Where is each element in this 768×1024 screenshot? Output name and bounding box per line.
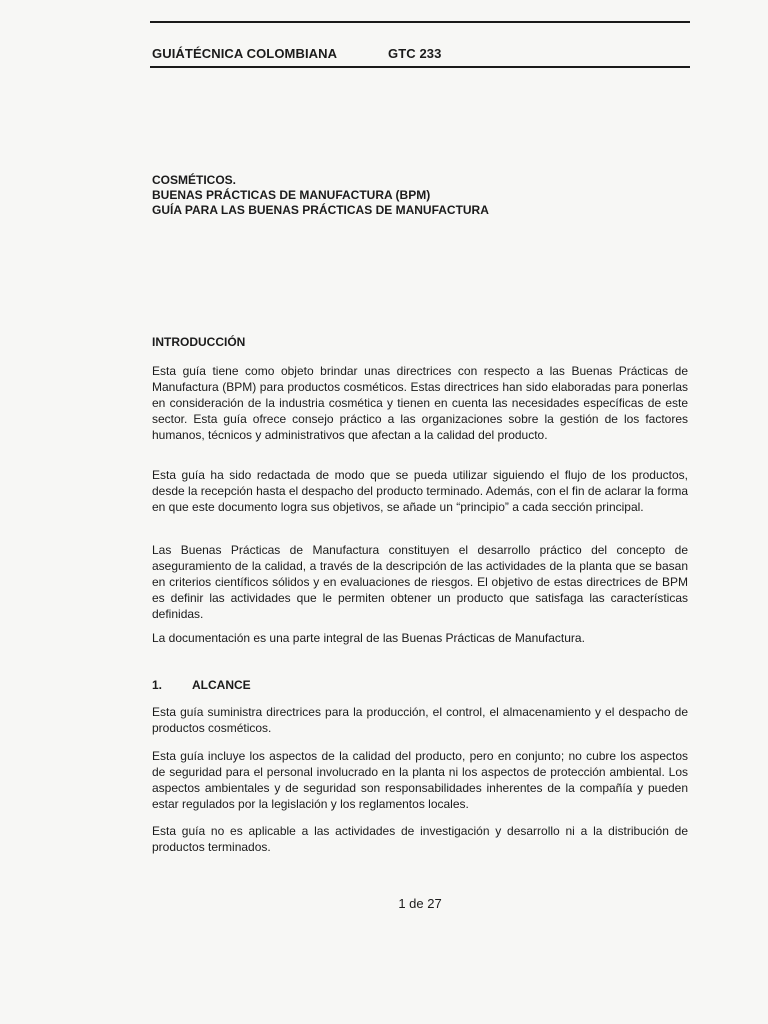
introduction-paragraph-3: Las Buenas Prácticas de Manufactura constituyen el desarrollo práctico del concepto de aseguramiento de la calidad, a través de la descripción de las actividades de la planta que se basan en criterios científicos sólidos y en evaluaciones de riesgos. El objetivo de estas directrices de BPM es definir las actividades que le permiten obtener un producto que satisfaga las características definidas. bbox=[152, 543, 688, 621]
page-number: 1 de 27 bbox=[398, 896, 442, 911]
introduction-paragraph-1: Esta guía tiene como objeto brindar unas directrices con respecto a las Buenas Prácticas de Manufactura (BPM) para productos cosméticos. Estas directrices han sido elaboradas para ponerlas en consideración de la industria cosmética y tienen en cuenta las necesidades específicas de este sector. Esta guía ofrece consejo práctico a las organizaciones sobre la gestión de los factores humanos, técnicos y administrativos que afectan a la calidad del producto. bbox=[152, 364, 688, 442]
title-line-2: BUENAS PRÁCTICAS DE MANUFACTURA (BPM) bbox=[152, 188, 431, 202]
organization-name: GUIÁTÉCNICA COLOMBIANA bbox=[152, 46, 338, 61]
introduction-paragraph-2: Esta guía ha sido redactada de modo que se pueda utilizar siguiendo el flujo de los productos, desde la recepción hasta el despacho del producto terminado. Además, con el fin de aclarar la forma en que este documento logra sus objetivos, se añade un “principio” a cada sección principal. bbox=[152, 468, 688, 514]
scope-paragraph-3: Esta guía no es aplicable a las actividades de investigación y desarrollo ni a la distribución de productos terminados. bbox=[152, 824, 688, 854]
introduction-heading: INTRODUCCIÓN bbox=[152, 335, 246, 349]
document-header bbox=[152, 46, 442, 61]
title-line-1: COSMÉTICOS. bbox=[152, 173, 237, 187]
scope-paragraph-2: Esta guía incluye los aspectos de la calidad del producto, pero en conjunto; no cubre los aspectos de seguridad para el personal involucrado en la planta ni los aspectos de protección ambiental. Los aspectos ambientales y de seguridad son responsabilidades inherentes de la compañía y pueden estar regulados por la legislación y los reglamentos locales. bbox=[152, 749, 688, 811]
document-title bbox=[152, 173, 489, 218]
scope-section-number: 1. bbox=[152, 678, 163, 692]
header-bottom-rule bbox=[150, 66, 690, 68]
scope-heading: ALCANCE bbox=[192, 678, 251, 692]
introduction-paragraph-4: La documentación es una parte integral de las Buenas Prácticas de Manufactura. bbox=[152, 631, 585, 645]
scope-paragraph-1: Esta guía suministra directrices para la producción, el control, el almacenamiento y el despacho de productos cosméticos. bbox=[152, 705, 688, 735]
document-code: GTC 233 bbox=[388, 46, 442, 61]
title-line-3: GUÍA PARA LAS BUENAS PRÁCTICAS DE MANUFACTURA bbox=[152, 203, 489, 217]
header-top-rule bbox=[150, 21, 690, 23]
